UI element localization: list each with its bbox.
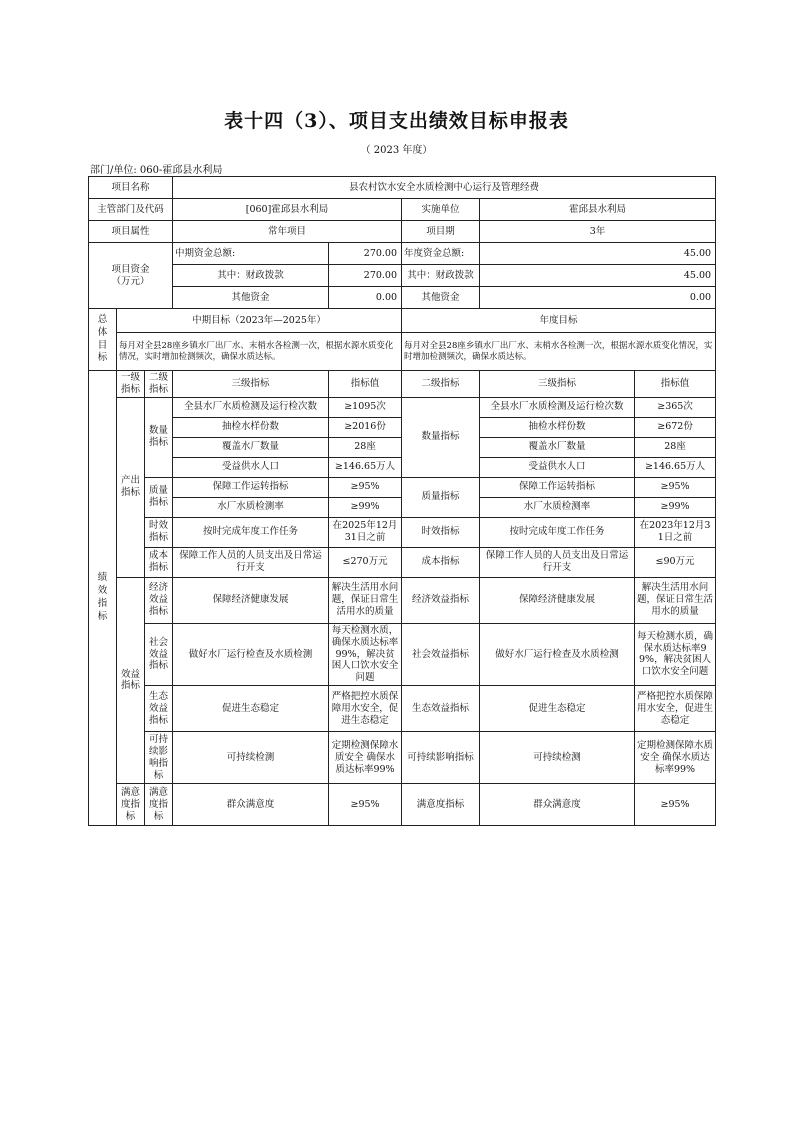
year-total-label: 年度资金总额: xyxy=(402,243,480,265)
quality-label: 质量 指标 xyxy=(145,477,173,517)
year-other-label: 其他资金 xyxy=(402,287,480,309)
row-funds-fiscal xyxy=(89,265,716,287)
quality-label-right: 质量指标 xyxy=(402,477,480,517)
indicator-name: 按时完成年度工作任务 xyxy=(173,517,329,547)
indicator-value-right: 严格把控水质保障用水安全，促进生态稳定 xyxy=(635,686,716,732)
economic-label-right: 经济效益指标 xyxy=(402,577,480,623)
header-value: 指标值 xyxy=(329,371,402,398)
header-level2: 二级 指标 xyxy=(145,371,173,398)
indicator-name-right: 全县水厂水质检测及运行检次数 xyxy=(480,397,635,417)
perf-indicators-label: 绩 效 指 标 xyxy=(89,371,117,826)
indicator-name: 保障工作运转指标 xyxy=(173,477,329,497)
funds-label: 项目资金 （万元） xyxy=(89,243,173,309)
indicator-value-right: 28座 xyxy=(635,437,716,457)
project-period: 3年 xyxy=(480,221,716,243)
indicator-value-right: ≥95% xyxy=(635,784,716,826)
satisfaction-label-right: 满意度指标 xyxy=(402,784,480,826)
indicator-name: 群众满意度 xyxy=(173,784,329,826)
table-row xyxy=(89,517,716,547)
row-funds-other xyxy=(89,287,716,309)
indicator-value: ≥99% xyxy=(329,497,402,517)
table-row xyxy=(89,686,716,732)
indicator-value: ≥146.65万人 xyxy=(329,457,402,477)
table-row xyxy=(89,732,716,784)
row-funds-total xyxy=(89,243,716,265)
indicator-name: 可持续检测 xyxy=(173,732,329,784)
row-attribute xyxy=(89,221,716,243)
table-row xyxy=(89,784,716,826)
year-goal-header: 年度目标 xyxy=(402,309,716,333)
indicator-value: 解决生活用水问题，保证日常生活用水的质量 xyxy=(329,577,402,623)
indicator-value: 每天检测水质，确保水质达标率99%，解决贫困人口饮水安全问题 xyxy=(329,623,402,685)
row-perf-header xyxy=(89,371,716,398)
indicator-value: ≥95% xyxy=(329,784,402,826)
table-row xyxy=(89,547,716,577)
mid-goal-text: 每月对全县28座乡镇水厂出厂水、末梢水各检测一次，根据水源水质变化情况，实时增加检测频次，确保水质达标。 xyxy=(117,333,402,371)
project-period-label: 项目期 xyxy=(402,221,480,243)
indicator-name-right: 受益供水人口 xyxy=(480,457,635,477)
indicator-value: 定期检测保障水质安全 确保水质达标率99% xyxy=(329,732,402,784)
indicator-value-right: 定期检测保障水质安全 确保水质达标率99% xyxy=(635,732,716,784)
cost-label-right: 成本指标 xyxy=(402,547,480,577)
indicator-name-right: 抽检水样份数 xyxy=(480,417,635,437)
indicator-name-right: 群众满意度 xyxy=(480,784,635,826)
header-level1: 一级 指标 xyxy=(117,371,145,398)
indicator-name-right: 可持续检测 xyxy=(480,732,635,784)
mid-fiscal: 270.00 xyxy=(329,265,402,287)
indicator-name: 保障工作人员的人员支出及日常运行开支 xyxy=(173,547,329,577)
indicator-value-right: ≥146.65万人 xyxy=(635,457,716,477)
indicator-value: ≥95% xyxy=(329,477,402,497)
header-value-right: 指标值 xyxy=(635,371,716,398)
header-level3-right: 三级指标 xyxy=(480,371,635,398)
year-fiscal-label: 其中：财政拨款 xyxy=(402,265,480,287)
row-project-name xyxy=(89,177,716,199)
indicator-value: 在2025年12月31日之前 xyxy=(329,517,402,547)
indicator-name: 全县水厂水质检测及运行检次数 xyxy=(173,397,329,417)
mid-other-label: 其他资金 xyxy=(173,287,329,309)
project-attr: 常年项目 xyxy=(173,221,402,243)
table-row xyxy=(89,477,716,497)
indicator-name-right: 水厂水质检测率 xyxy=(480,497,635,517)
dept-code: [060]霍邱县水利局 xyxy=(173,199,402,221)
indicator-value: 28座 xyxy=(329,437,402,457)
indicator-value: 严格把控水质保障用水安全，促进生态稳定 xyxy=(329,686,402,732)
indicator-name-right: 促进生态稳定 xyxy=(480,686,635,732)
time-label: 时效 指标 xyxy=(145,517,173,547)
year-total: 45.00 xyxy=(480,243,716,265)
indicator-name: 抽检水样份数 xyxy=(173,417,329,437)
indicator-name: 受益供水人口 xyxy=(173,457,329,477)
social-label-right: 社会效益指标 xyxy=(402,623,480,685)
indicator-value-right: ≥365次 xyxy=(635,397,716,417)
row-department xyxy=(89,199,716,221)
sustain-label-right: 可持续影响指标 xyxy=(402,732,480,784)
indicator-name-right: 保障工作人员的人员支出及日常运行开支 xyxy=(480,547,635,577)
indicator-name: 水厂水质检测率 xyxy=(173,497,329,517)
mid-other: 0.00 xyxy=(329,287,402,309)
mid-goal-header: 中期目标（2023年—2025年） xyxy=(117,309,402,333)
economic-label: 经济 效益 指标 xyxy=(145,577,173,623)
indicator-name-right: 按时完成年度工作任务 xyxy=(480,517,635,547)
impl-unit: 霍邱县水利局 xyxy=(480,199,716,221)
impl-unit-label: 实施单位 xyxy=(402,199,480,221)
quantity-label-right: 数量指标 xyxy=(402,397,480,477)
sustain-label: 可持 续影 响指 标 xyxy=(145,732,173,784)
department-label: 部门/单位: 060-霍邱县水利局 xyxy=(90,165,223,176)
indicator-name: 覆盖水厂数量 xyxy=(173,437,329,457)
eco-label: 生态 效益 指标 xyxy=(145,686,173,732)
year-fiscal: 45.00 xyxy=(480,265,716,287)
indicator-value: ≤270万元 xyxy=(329,547,402,577)
header-level3: 三级指标 xyxy=(173,371,329,398)
satisfaction-sub-label: 满意 度指 标 xyxy=(145,784,173,826)
mid-fiscal-label: 其中：财政拨款 xyxy=(173,265,329,287)
indicator-name-right: 保障经济健康发展 xyxy=(480,577,635,623)
indicator-name: 保障经济健康发展 xyxy=(173,577,329,623)
indicator-value-right: ≥672份 xyxy=(635,417,716,437)
indicator-value: ≥2016份 xyxy=(329,417,402,437)
table-row xyxy=(89,577,716,623)
indicator-value: ≥1095次 xyxy=(329,397,402,417)
indicator-name-right: 覆盖水厂数量 xyxy=(480,437,635,457)
performance-table xyxy=(88,176,716,826)
satisfaction-label: 满意 度指 标 xyxy=(117,784,145,826)
mid-total: 270.00 xyxy=(329,243,402,265)
table-row xyxy=(89,397,716,417)
indicator-name-right: 保障工作运转指标 xyxy=(480,477,635,497)
overall-goals-label: 总 体 目 标 xyxy=(89,309,117,371)
row-goals-text xyxy=(89,333,716,371)
eco-label-right: 生态效益指标 xyxy=(402,686,480,732)
indicator-value-right: 解决生活用水问题，保证日常生活用水的质量 xyxy=(635,577,716,623)
indicator-name-right: 做好水厂运行检查及水质检测 xyxy=(480,623,635,685)
dept-code-label: 主管部门及代码 xyxy=(89,199,173,221)
indicator-value-right: ≥99% xyxy=(635,497,716,517)
output-indicators-label: 产出 指标 xyxy=(117,397,145,577)
page-title: 表十四（3）、项目支出绩效目标申报表 xyxy=(224,110,569,132)
project-attr-label: 项目属性 xyxy=(89,221,173,243)
year-goal-text: 每月对全县28座乡镇水厂出厂水、末梢水各检测一次，根据水源水质变化情况，实时增加检测频次，确保水质达标。 xyxy=(402,333,716,371)
indicator-value-right: ≥95% xyxy=(635,477,716,497)
effect-indicators-label: 效益 指标 xyxy=(117,577,145,783)
indicator-name: 做好水厂运行检查及水质检测 xyxy=(173,623,329,685)
time-label-right: 时效指标 xyxy=(402,517,480,547)
mid-total-label: 中期资金总额: xyxy=(173,243,329,265)
indicator-value-right: 每天检测水质，确保水质达标率99%，解决贫困人口饮水安全问题 xyxy=(635,623,716,685)
indicator-value-right: ≤90万元 xyxy=(635,547,716,577)
header-level2-right: 二级指标 xyxy=(402,371,480,398)
cost-label: 成本 指标 xyxy=(145,547,173,577)
project-name: 县农村饮水安全水质检测中心运行及管理经费 xyxy=(173,177,716,199)
quantity-label: 数量 指标 xyxy=(145,397,173,477)
indicator-name: 促进生态稳定 xyxy=(173,686,329,732)
table-row xyxy=(89,623,716,685)
fiscal-year: （ 2023 年度） xyxy=(360,145,433,156)
project-name-label: 项目名称 xyxy=(89,177,173,199)
year-other: 0.00 xyxy=(480,287,716,309)
row-goals-header xyxy=(89,309,716,333)
social-label: 社会 效益 指标 xyxy=(145,623,173,685)
indicator-value-right: 在2023年12月31日之前 xyxy=(635,517,716,547)
